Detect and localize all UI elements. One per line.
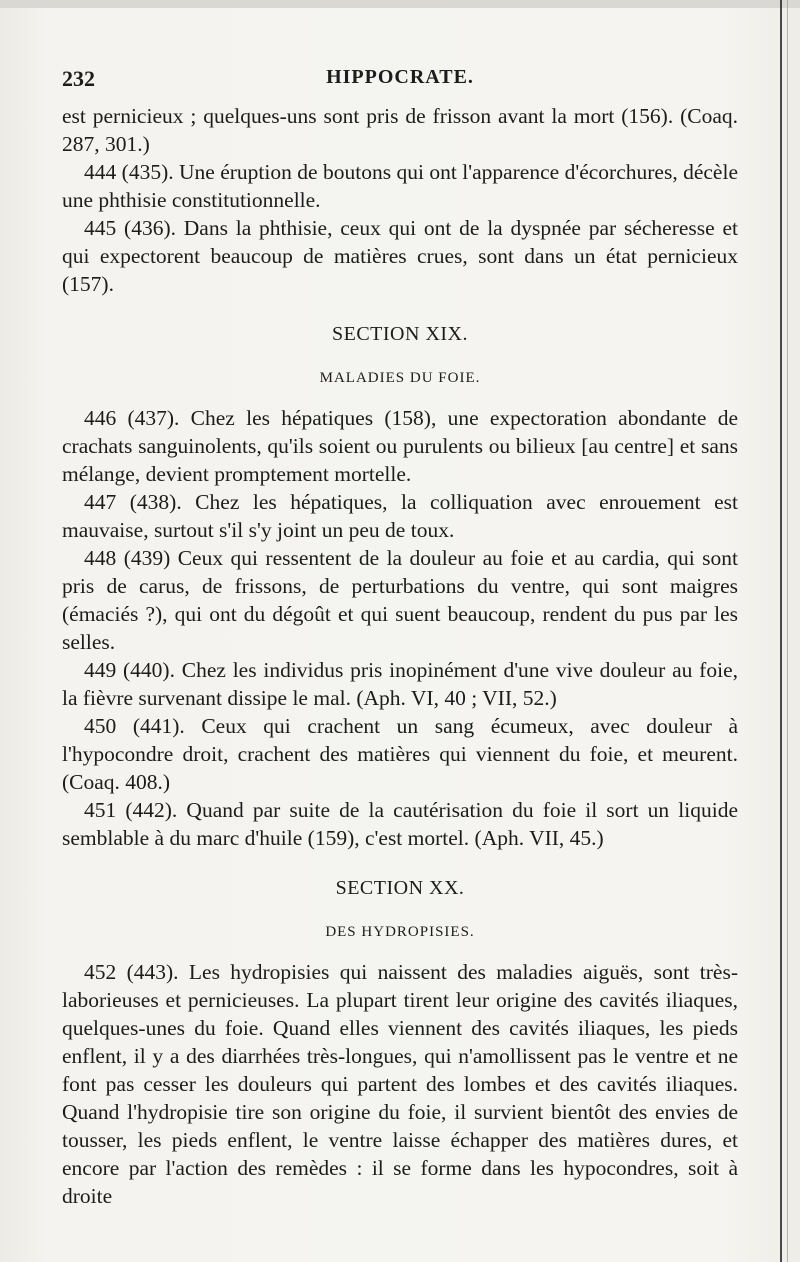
paragraph-445: 445 (436). Dans la phthisie, ceux qui ont de la dyspnée par sécheresse et qui expectorent beaucoup de matières crues, sont dans un état pernicieux (157). (62, 216, 738, 296)
paragraph-446: 446 (437). Chez les hépatiques (158), une expectoration abondante de crachats sanguinolents, qu'ils soient ou purulents ou bilieux [au centre] et sans mélange, devient promptement mortelle. (62, 406, 738, 486)
paragraph-452: 452 (443). Les hydropisies qui naissent des maladies aiguës, sont très-laborieuses et pernicieuses. La plupart tirent leur origine des cavités iliaques, quelques-unes du foie. Quand elles viennent des cavités iliaques, les pieds enflent, il y a des diarrhées très-longues, qui n'amollissent pas le ventre et ne font pas cesser les douleurs qui partent des lombes et des cavités iliaques. Quand l'hydropisie tire son origine du foie, il survient bientôt des envies de tousser, les pieds enflent, le ventre laisse échapper des matières dures, et encore par l'action des remèdes : il se forme dans les hypocondres, soit à droite (62, 960, 738, 1208)
section-xx-title: SECTION XX. (335, 877, 465, 899)
running-title: HIPPOCRATE. (326, 66, 474, 88)
paragraph-continuation: est pernicieux ; quelques-uns sont pris de frisson avant la mort (156). (Coaq. 287, 301.) (62, 104, 738, 156)
page-edge-line (780, 0, 782, 1262)
page-header (62, 66, 738, 96)
section-xix-subtitle: MALADIES DU FOIE. (319, 370, 481, 386)
section-xix-title: SECTION XIX. (332, 323, 468, 345)
page-body (62, 102, 738, 1210)
paragraph-451: 451 (442). Quand par suite de la cautérisation du foie il sort un liquide semblable à du marc d'huile (159), c'est mortel. (Aph. VII, 45.) (62, 798, 738, 850)
section-xx-subtitle: DES HYDROPISIES. (325, 924, 475, 940)
paragraph-448: 448 (439) Ceux qui ressentent de la douleur au foie et au cardia, qui sont pris de carus, de frissons, de perturbations du ventre, qui sont maigres (émaciés ?), qui ont du dégoût et qui suent beaucoup, rendent du pus par les selles. (62, 546, 738, 654)
scan-top-edge (0, 0, 800, 8)
paragraph-447: 447 (438). Chez les hépatiques, la colliquation avec enrouement est mauvaise, surtout s'il s'y joint un peu de toux. (62, 490, 738, 542)
paragraph-449: 449 (440). Chez les individus pris inopinément d'une vive douleur au foie, la fièvre survenant dissipe le mal. (Aph. VI, 40 ; VII, 52.) (62, 658, 738, 710)
paragraph-450: 450 (441). Ceux qui crachent un sang écumeux, avec douleur à l'hypocondre droit, crachent des matières qui viennent du foie, et meurent. (Coaq. 408.) (62, 714, 738, 794)
paragraph-444: 444 (435). Une éruption de boutons qui ont l'apparence d'écorchures, décèle une phthisie constitutionnelle. (62, 160, 738, 212)
page-edge-shadow (787, 0, 788, 1262)
page-number: 232 (62, 66, 95, 91)
